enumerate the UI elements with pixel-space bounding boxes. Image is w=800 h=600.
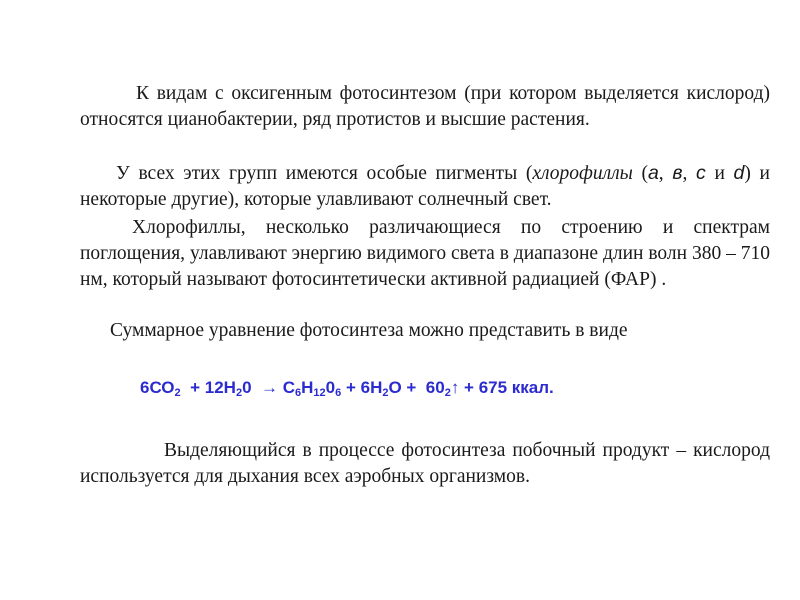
paragraph-text: Хлорофиллы, несколько различающиеся по строению и спектрам поглощения, улавливают энергию видимого света в диапазоне длин волн 380 – 710 нм, который называют фотосинтетически активной радиацией (ФАР) . xyxy=(80,217,770,290)
eq-subscript: 6 xyxy=(294,387,302,399)
eq-part: О + 60 xyxy=(388,378,445,397)
eq-part: 0 xyxy=(325,378,336,397)
paragraph-oxygenic-groups xyxy=(80,81,770,133)
eq-subscript: 12 xyxy=(313,387,326,399)
paragraph-text: Выделяющийся в процессе фотосинтеза побочный продукт – кислород используется для дыхания всех аэробных организмов. xyxy=(80,440,770,487)
paren-open: ( xyxy=(632,163,648,184)
chlorophyll-d: d xyxy=(733,162,745,184)
chlorophyll-word: хлорофиллы xyxy=(532,163,633,184)
pigments-text-end: ) и некоторые другие), которые улавливают солнечный свет. xyxy=(80,163,770,210)
paragraph-oxygen-byproduct xyxy=(80,438,770,490)
eq-subscript: 2 xyxy=(235,387,243,399)
eq-subscript: 2 xyxy=(174,387,181,399)
eq-part: Н xyxy=(301,378,314,397)
eq-part: 6СО xyxy=(140,378,175,397)
and-word: и xyxy=(705,163,734,184)
paragraph-text: К видам с оксигенным фотосинтезом (при котором выделяется кислород) относятся цианобактерии, ряд протистов и высшие растения. xyxy=(80,83,770,130)
chlorophyll-c: с xyxy=(696,162,706,184)
comma: , xyxy=(682,163,697,184)
chlorophyll-a: а xyxy=(647,162,659,184)
paragraph-equation-intro xyxy=(80,318,770,344)
paragraph-pigments xyxy=(80,160,770,213)
paragraph-text: Суммарное уравнение фотосинтеза можно представить в виде xyxy=(110,320,628,341)
eq-part: + 6Н xyxy=(341,378,383,397)
paragraph-chlorophylls xyxy=(80,215,770,293)
eq-part: 0 → С xyxy=(242,378,295,397)
eq-subscript: 2 xyxy=(382,387,389,399)
eq-part: + 12Н xyxy=(180,378,236,397)
pigments-text-start: У всех этих групп имеются особые пигменты ( xyxy=(116,163,533,184)
eq-part: ↑ + 675 ккал. xyxy=(450,378,554,397)
eq-subscript: 2 xyxy=(444,387,451,399)
comma: , xyxy=(658,163,673,184)
chlorophyll-b: в xyxy=(672,162,683,184)
photosynthesis-equation xyxy=(140,378,554,399)
eq-subscript: 6 xyxy=(335,387,342,399)
